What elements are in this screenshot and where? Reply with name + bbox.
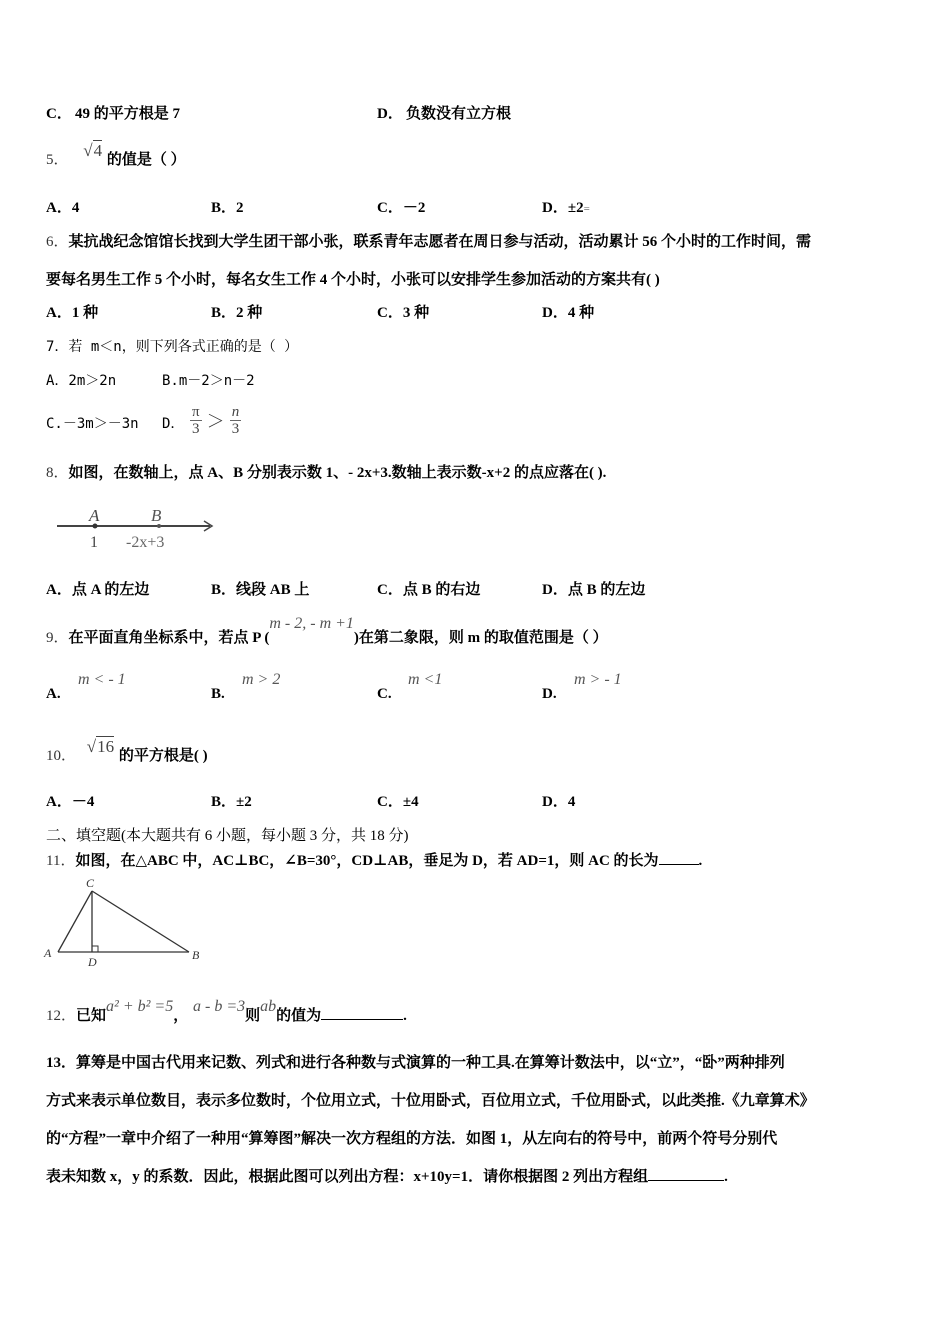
q5-option-b: B．2 — [211, 200, 244, 216]
value-b-label: -2x+3 — [126, 534, 165, 551]
q7-option-b: B.m－2＞n－2 — [162, 373, 255, 389]
coordinate-expression: m - 2, - m +1 — [269, 615, 354, 632]
q8-option-a: A．点 A 的左边 — [46, 582, 150, 598]
q9-option-d: D. — [542, 686, 557, 702]
q9-option-a-math: m < - 1 — [78, 671, 126, 688]
vertex-c-label: C — [86, 876, 95, 890]
q4-option-d: D． — [377, 106, 403, 122]
q9-option-d-math: m > - 1 — [574, 671, 622, 688]
answer-blank[interactable] — [648, 1166, 724, 1181]
q9-option-b: B. — [211, 686, 225, 702]
q6-option-c: C．3 种 — [377, 305, 430, 321]
q7-option-d: D． — [162, 416, 185, 432]
q13-line4: 表未知数 x，y 的系数．因此，根据此图可以列出方程：x+10y=1．请你根据图 2 列出方程组 . — [46, 1165, 728, 1186]
q8-question: 8．如图，在数轴上，点 A、B 分别表示数 1、- 2x+3.数轴上表示数-x+2 的点应落在( ). — [46, 465, 607, 481]
q8-option-c: C．点 B 的右边 — [377, 582, 481, 598]
point-b-label: B — [151, 506, 162, 525]
answer-blank[interactable] — [659, 850, 699, 865]
answer-blank[interactable] — [321, 1005, 403, 1020]
q9-option-c: C. — [377, 686, 392, 702]
sqrt-expression: √16 — [86, 737, 115, 756]
q7-option-c: C.－3m＞－3n — [46, 416, 139, 432]
q10-option-c: C．±4 — [377, 794, 419, 810]
q6-option-d: D．4 种 — [542, 305, 595, 321]
equation-1: a² + b² =5 — [106, 998, 174, 1015]
q10-option-a: A．－4 — [46, 794, 95, 810]
q8-option-b: B．线段 AB 上 — [211, 582, 310, 598]
q13-line3: 的“方程”一章中介绍了一种用“算筹图”解决一次方程组的方法．如图 1，从左向右的符号中，前两个符号分别代 — [46, 1131, 778, 1147]
value-a-label: 1 — [90, 534, 98, 551]
q5-option-a: A．4 — [46, 200, 80, 216]
q4-option-d-text: 负数没有立方根 — [406, 106, 512, 122]
equation-2: a - b =3 — [193, 998, 246, 1015]
q9-question: 9．在平面直角坐标系中，若点 P (m - 2, - m +1)在第二象限，则 m 的取值范围是（ ） — [46, 615, 608, 646]
expression-ab: ab — [260, 998, 277, 1015]
sqrt-expression: √4 — [83, 141, 103, 160]
q7-option-a: A．2m＞2n — [46, 373, 117, 389]
question-number: 5． — [46, 152, 69, 168]
q4-option-c: C． — [46, 106, 72, 122]
q6-question-line1: 6．某抗战纪念馆馆长找到大学生团干部小张，联系青年志愿者在周日参与活动，活动累计 56 个小时的工作时间，需 — [46, 234, 812, 250]
fraction: $\frac{n}{3}$ — [231, 404, 240, 437]
q7-question: 7．若 m＜n，则下列各式正确的是（ ） — [46, 339, 299, 355]
q9-option-b-math: m > 2 — [242, 671, 281, 688]
q9-option-c-math: m <1 — [408, 671, 443, 688]
q9-option-a: A. — [46, 686, 61, 702]
q11-question: 11．如图，在△ABC 中，AC⊥BC，∠B=30°，CD⊥AB，垂足为 D，若 AD=1，则 AC 的长为 . — [46, 849, 702, 870]
fraction: $\frac{\pi}{3}$ — [192, 404, 200, 437]
q6-question-line2: 要每名男生工作 5 个小时，每名女生工作 4 个小时，小张可以安排学生参加活动的方案共有( ) — [46, 272, 660, 288]
q8-option-d: D．点 B 的左边 — [542, 582, 646, 598]
q13-line1: 13．算筹是中国古代用来记数、列式和进行各种数与式演算的一种工具.在算筹计数法中，以“立”，“卧”两种排列 — [46, 1055, 785, 1071]
vertex-d-label: D — [88, 955, 97, 969]
triangle-figure — [40, 875, 210, 970]
q5-stem: 的值是（ ） — [106, 152, 186, 168]
q5-question — [46, 141, 186, 169]
q7-option-d-expression: $\frac{\pi}{3}$ ＞ $\frac{n}{3}$ — [192, 404, 240, 437]
q13-line2: 方式来表示单位数目，表示多位数时，个位用立式，十位用卧式，百位用立式，千位用卧式，以此类推.《九章算术》 — [46, 1093, 815, 1109]
q5-option-d: D．±2= — [542, 200, 590, 216]
q4-option-c-text: 49 的平方根是 7 — [75, 106, 181, 122]
vertex-b-label: B — [192, 948, 200, 962]
point-a-label: A — [89, 506, 100, 525]
number-line-figure — [52, 503, 222, 553]
q12-question: 12．已知a² + b² =5， a - b =3则ab的值为 . — [46, 998, 407, 1024]
q6-option-b: B．2 种 — [211, 305, 263, 321]
vertex-a-label: A — [44, 946, 52, 960]
q10-option-d: D．4 — [542, 794, 576, 810]
q10-question: 10． √16 的平方根是( ) — [46, 737, 208, 764]
q5-option-c: C．－2 — [377, 200, 426, 216]
section-heading: 二、填空题(本大题共有 6 小题，每小题 3 分，共 18 分) — [46, 828, 409, 844]
q10-option-b: B．±2 — [211, 794, 252, 810]
q6-option-a: A．1 种 — [46, 305, 99, 321]
